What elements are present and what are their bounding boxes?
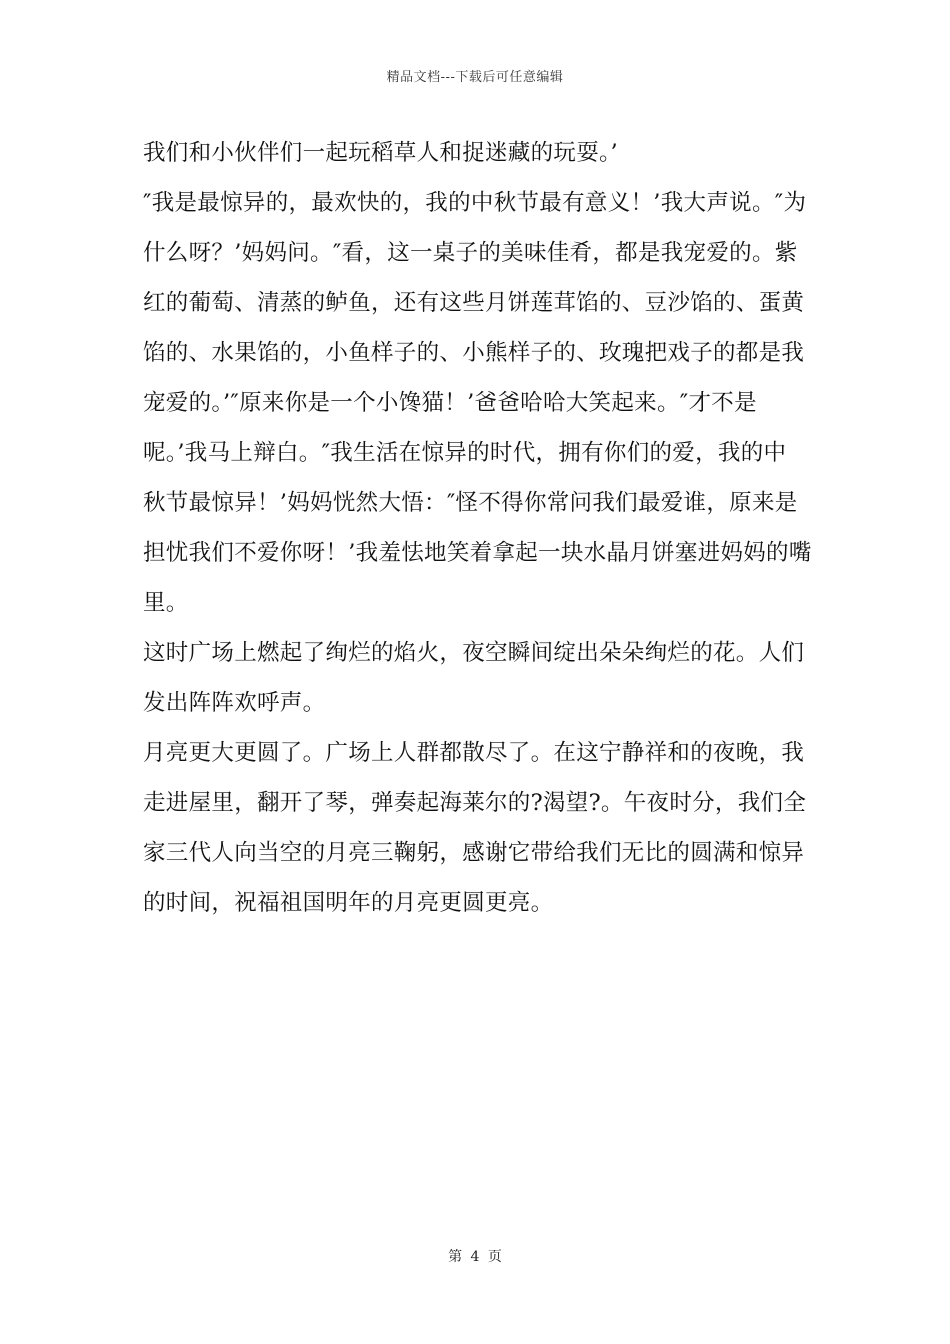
page-number: 4	[470, 1249, 480, 1265]
text-line: 家三代人向当空的月亮三鞠躬，感谢它带给我们无比的圆满和惊异	[143, 840, 805, 866]
page-number-prefix: 第	[448, 1249, 463, 1265]
text-line: 我们和小伙伴们一起玩稻草人和捉迷藏的玩耍。’	[143, 140, 619, 166]
page-footer	[0, 1246, 950, 1266]
page-number-suffix: 页	[487, 1249, 502, 1265]
text-line: 什么呀？’妈妈问。″看，这一桌子的美味佳肴，都是我宠爱的。紫	[143, 240, 798, 266]
text-line: 走进屋里，翻开了琴，弹奏起海莱尔的?渴望?。午夜时分，我们全	[143, 790, 807, 816]
text-line: 红的葡萄、清蒸的鲈鱼，还有这些月饼莲茸馅的、豆沙馅的、蛋黄	[143, 290, 805, 316]
text-line: 发出阵阵欢呼声。	[143, 690, 326, 716]
text-line: 担忧我们不爱你呀！’我羞怯地笑着拿起一块水晶月饼塞进妈妈的嘴	[143, 540, 812, 566]
text-line: 月亮更大更圆了。广场上人群都散尽了。在这宁静祥和的夜晚，我	[143, 740, 805, 766]
text-line: 的时间，祝福祖国明年的月亮更圆更亮。	[143, 890, 554, 916]
text-line: 宠爱的。’″原来你是一个小馋猫！’爸爸哈哈大笑起来。″才不是	[143, 390, 757, 416]
text-line: ″我是最惊异的，最欢快的，我的中秋节最有意义！’我大声说。″为	[143, 190, 807, 216]
page-header: 精品文档---下载后可任意编辑	[386, 70, 564, 85]
text-line: 馅的、水果馅的，小鱼样子的、小熊样子的、玫瑰把戏子的都是我	[143, 340, 805, 366]
text-line: 里。	[143, 590, 189, 616]
text-line: 这时广场上燃起了绚烂的焰火，夜空瞬间绽出朵朵绚烂的花。人们	[143, 640, 805, 666]
text-line: 秋节最惊异！’妈妈恍然大悟：″怪不得你常问我们最爱谁，原来是	[143, 490, 798, 516]
text-line: 呢。’我马上辩白。″我生活在惊异的时代，拥有你们的爱，我的中	[143, 440, 787, 466]
body-text	[143, 128, 812, 928]
